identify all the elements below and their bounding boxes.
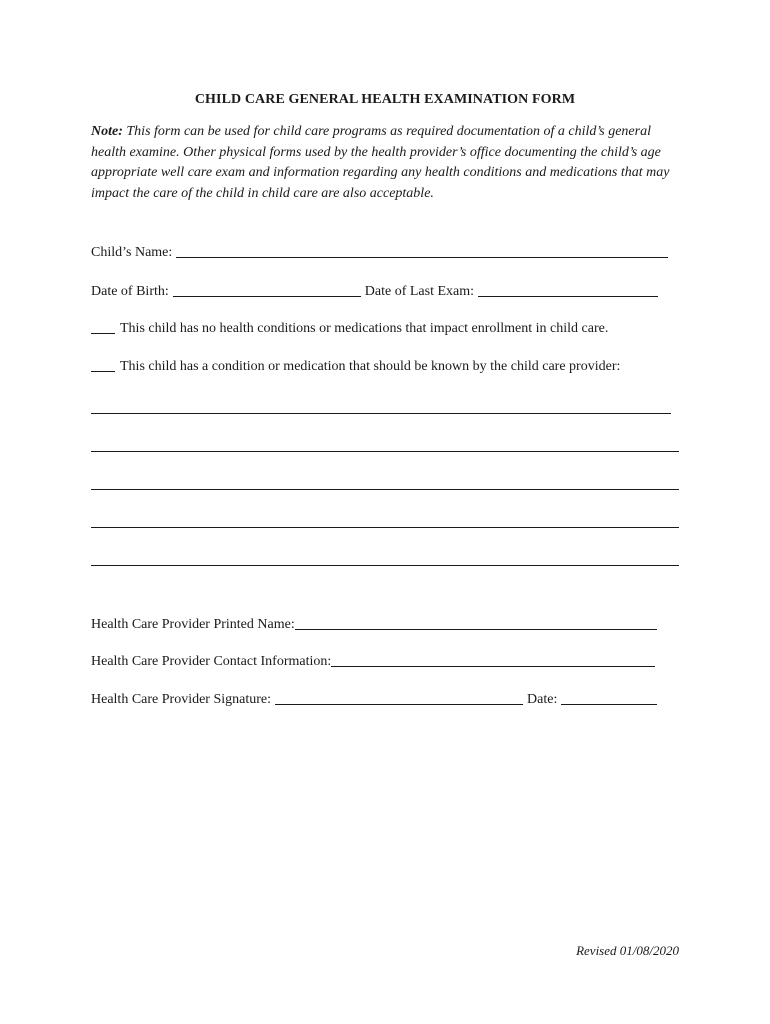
option-no-conditions-checkbox[interactable] bbox=[91, 321, 115, 334]
childs-name-label: Child’s Name: bbox=[91, 245, 173, 260]
note-paragraph bbox=[91, 122, 686, 204]
dob-field[interactable] bbox=[173, 284, 361, 297]
provider-contact-field[interactable] bbox=[331, 654, 655, 667]
childs-name-field[interactable] bbox=[176, 245, 668, 258]
option-has-condition-label: This child has a condition or medication that should be known by the child care provider: bbox=[120, 359, 621, 374]
condition-line-3[interactable] bbox=[91, 489, 679, 490]
option-has-condition-row bbox=[91, 359, 620, 375]
dob-label: Date of Birth: bbox=[91, 284, 169, 299]
condition-line-2[interactable] bbox=[91, 451, 679, 452]
note-text: This form can be used for child care programs as required documentation of a child’s general health examine. Other physical forms used by the health provider’s office documenting the child’s age appropriate well care exam and information regarding any health conditions and medications that may impact the care of the child in child care are also acceptable. bbox=[91, 124, 670, 201]
last-exam-field[interactable] bbox=[478, 284, 658, 297]
date-label: Date: bbox=[527, 692, 558, 707]
option-no-conditions-row bbox=[91, 321, 608, 337]
note-label: Note: bbox=[91, 124, 123, 139]
revised-date: Revised 01/08/2020 bbox=[576, 943, 679, 958]
provider-signature-field[interactable] bbox=[275, 692, 523, 705]
provider-contact-label: Health Care Provider Contact Information: bbox=[91, 654, 332, 669]
provider-contact-row bbox=[91, 654, 655, 670]
option-has-condition-checkbox[interactable] bbox=[91, 359, 115, 372]
condition-line-1[interactable] bbox=[91, 413, 671, 414]
form-title: CHILD CARE GENERAL HEALTH EXAMINATION FORM bbox=[194, 92, 576, 107]
provider-name-field[interactable] bbox=[295, 617, 657, 630]
last-exam-label: Date of Last Exam: bbox=[364, 284, 475, 299]
option-no-conditions-label: This child has no health conditions or medications that impact enrollment in child care. bbox=[120, 321, 609, 336]
provider-name-label: Health Care Provider Printed Name: bbox=[91, 617, 295, 632]
provider-signature-label: Health Care Provider Signature: bbox=[91, 692, 272, 707]
provider-name-row bbox=[91, 617, 657, 633]
signature-date-field[interactable] bbox=[561, 692, 657, 705]
condition-line-4[interactable] bbox=[91, 527, 679, 528]
childs-name-row bbox=[91, 245, 668, 261]
provider-signature-row bbox=[91, 692, 657, 708]
condition-line-5[interactable] bbox=[91, 565, 679, 566]
dates-row bbox=[91, 284, 658, 300]
